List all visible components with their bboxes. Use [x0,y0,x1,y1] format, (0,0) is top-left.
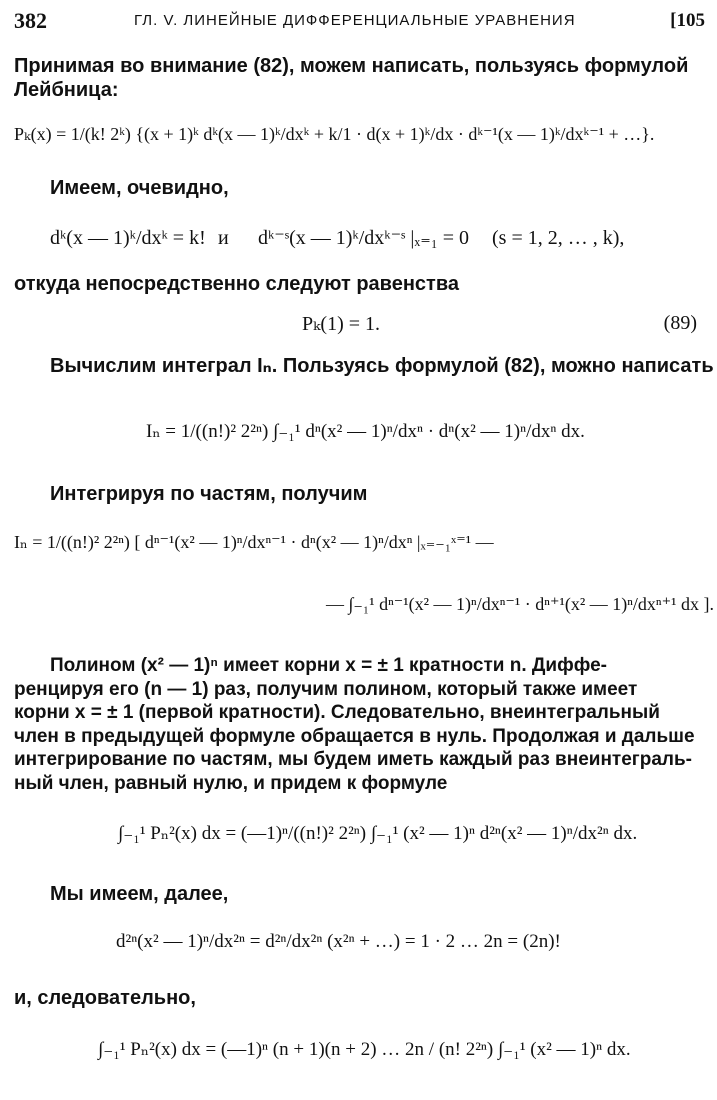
paragraph-line: Мы имеем, далее, [50,883,229,905]
page-header [14,8,709,34]
formula-derivative-k-s: dᵏ⁻ˢ(x — 1)ᵏ/dxᵏ⁻ˢ |ₓ₌₁ = 0 [258,227,470,249]
paragraph-line: Интегрируя по частям, получим [50,483,368,505]
paragraph-polynomial [14,654,704,795]
formula-parts-line2: — ∫₋₁¹ dⁿ⁻¹(x² — 1)ⁿ/dxⁿ⁻¹ · dⁿ⁺¹(x² — 1)ⁿ/dxⁿ⁺¹ dx ]. [326,594,714,614]
paragraph-line: Лейбница: [14,79,119,101]
formula-integral-In: Iₙ = 1/((n!)² 2²ⁿ) ∫₋₁¹ dⁿ(x² — 1)ⁿ/dxⁿ · dⁿ(x² — 1)ⁿ/dxⁿ dx. [146,421,585,442]
page-number: 382 [14,8,47,33]
formula-derivative-k: dᵏ(x — 1)ᵏ/dxᵏ = k! [50,227,206,249]
paragraph-line: Вычислим интеграл Iₙ. Пользуясь формулой (82), можно написать [50,355,714,377]
running-title: ГЛ. V. ЛИНЕЙНЫЕ ДИФФЕРЕНЦИАЛЬНЫЕ УРАВНЕНИЯ [134,12,576,29]
paragraph-line: откуда непосредственно следуют равенства [14,273,459,295]
paragraph-line: интегрирование по частям, мы будем иметь каждый раз внеинтеграль- [14,749,692,770]
paragraph-line: ренцируя его (n — 1) раз, получим полином, который также имеет [14,678,638,700]
paragraph-line: корни x = ± 1 (первой кратности). Следовательно, внеинтегральный [14,702,660,723]
paragraph-line: член в предыдущей формуле обращается в нуль. Продолжая и дальше [14,725,695,747]
formula-89: Pₖ(1) = 1. [302,313,381,335]
formula-Pn-squared: ∫₋₁¹ Pₙ²(x) dx = (—1)ⁿ/((n!)² 2²ⁿ) ∫₋₁¹ (x² — 1)ⁿ d²ⁿ(x² — 1)ⁿ/dx²ⁿ dx. [118,823,638,844]
paragraph-line: ный член, равный нулю, и придем к формуле [14,772,448,794]
formula-result: ∫₋₁¹ Pₙ²(x) dx = (—1)ⁿ (n + 1)(n + 2) … 2n / (n! 2²ⁿ) ∫₋₁¹ (x² — 1)ⁿ dx. [98,1039,631,1060]
section-number: [105 [670,10,705,31]
formula-2n-derivative: d²ⁿ(x² — 1)ⁿ/dx²ⁿ = d²ⁿ/dx²ⁿ (x²ⁿ + …) = 1 · 2 … 2n = (2n)! [116,931,561,952]
formula-parts-line1: Iₙ = 1/((n!)² 2²ⁿ) [ dⁿ⁻¹(x² — 1)ⁿ/dxⁿ⁻¹ · dⁿ(x² — 1)ⁿ/dxⁿ |ₓ₌₋₁ˣ⁼¹ — [14,532,494,552]
formula-leibniz: Pₖ(x) = 1/(k! 2ᵏ) {(x + 1)ᵏ dᵏ(x — 1)ᵏ/dxᵏ + k/1 · d(x + 1)ᵏ/dx · dᵏ⁻¹(x — 1)ᵏ/dxᵏ⁻¹ + …}. [14,124,655,144]
formula-conjunction: и [218,227,229,249]
formula-condition: (s = 1, 2, … , k), [492,227,625,249]
paragraph-line: Полином (x² — 1)ⁿ имеет корни x = ± 1 кратности n. Диффе- [50,655,607,676]
paragraph-line: Имеем, очевидно, [50,177,229,199]
equation-number: (89) [663,312,697,334]
paragraph-line: Принимая во внимание (82), можем написать, пользуясь формулой [14,55,689,77]
paragraph-line: и, следовательно, [14,987,196,1009]
